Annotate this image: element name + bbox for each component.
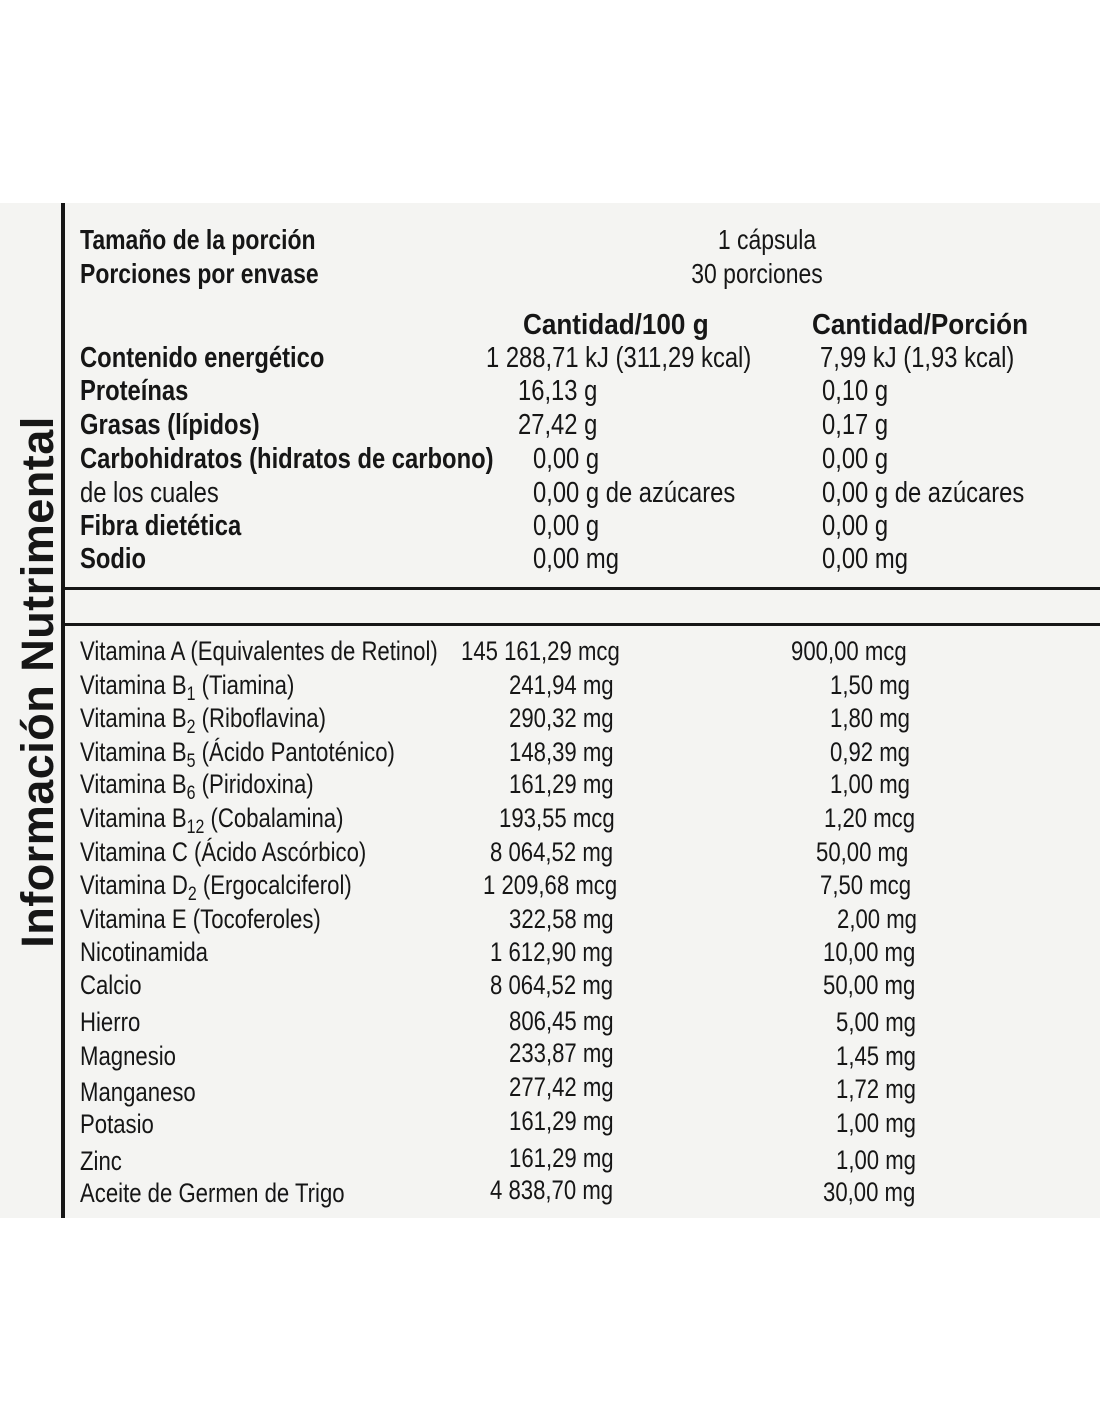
vitamin-name: Aceite de Germen de Trigo [80,1178,345,1208]
vitamin-name: Calcio [80,970,142,1000]
nutrient-name: Sodio [80,543,147,575]
vitamin-per100: 161,29 mg [509,769,614,799]
vitamin-per100: 161,29 mg [509,1143,614,1173]
divider-line-bottom [61,623,1100,626]
label-title: Información Nutrimental [12,416,63,948]
vitamin-per100: 322,58 mg [509,904,614,934]
vitamin-name: Vitamina C (Ácido Ascórbico) [80,837,367,867]
nutrient-per-serving: 7,99 kJ (1,93 kcal) [820,342,1015,374]
vitamin-per-serving: 30,00 mg [823,1177,916,1207]
vitamin-per-serving: 2,00 mg [837,904,918,934]
nutrient-per-serving: 0,00 g [822,510,889,542]
vitamin-per-serving: 1,20 mcg [824,803,916,833]
nutrient-name: Carbohidratos (hidratos de carbono) [80,443,494,475]
nutrient-name: Fibra dietética [80,510,242,542]
servings-per-container-value: 30 porciones [691,258,823,289]
divider-line-top [61,587,1100,590]
vitamin-per100: 145 161,29 mcg [461,636,620,666]
header-per-100g: Cantidad/100 g [523,309,709,341]
vitamin-per-serving: 900,00 mcg [791,636,907,666]
nutrient-name: Grasas (lípidos) [80,409,260,441]
vitamin-per-serving: 1,00 mg [836,1108,917,1138]
vitamin-per-serving: 10,00 mg [823,937,916,967]
vitamin-per100: 8 064,52 mg [490,837,614,867]
vitamin-per-serving: 5,00 mg [836,1007,917,1037]
serving-size-label: Tamaño de la porción [80,224,316,255]
vitamin-per-serving: 0,92 mg [830,737,911,767]
vitamin-name: Vitamina E (Tocoferoles) [80,904,321,934]
vitamin-per100: 193,55 mcg [499,803,615,833]
vitamin-name: Potasio [80,1109,154,1139]
vitamin-name: Zinc [80,1146,122,1176]
vitamin-per-serving: 1,50 mg [830,670,911,700]
vitamin-name: Magnesio [80,1041,177,1071]
nutrient-per100: 0,00 g [533,443,600,475]
header-per-serving: Cantidad/Porción [812,309,1029,341]
nutrient-name: Proteínas [80,375,189,407]
vitamin-name: Vitamina $B_1$ (Tiamina) [80,670,295,705]
vitamin-per-serving: 7,50 mcg [820,870,912,900]
nutrient-per100: 0,00 g de azúcares [533,477,736,509]
vitamin-per100: 290,32 mg [509,703,614,733]
vitamin-per-serving: 50,00 mg [823,970,916,1000]
nutrient-per-serving: 0,00 mg [822,543,908,575]
nutrient-name: Contenido energético [80,342,325,374]
nutrient-per100: 16,13 g [518,375,598,407]
nutrient-per-serving: 0,00 g de azúcares [822,477,1025,509]
nutrient-per100: 1 288,71 kJ (311,29 kcal) [486,342,752,374]
vitamin-per-serving: 1,45 mg [836,1041,917,1071]
vitamin-per-serving: 50,00 mg [816,837,909,867]
vitamin-name: Manganeso [80,1077,196,1107]
vitamin-per100: 4 838,70 mg [490,1175,614,1205]
vitamin-per100: 277,42 mg [509,1072,614,1102]
vitamin-name: Hierro [80,1007,141,1037]
nutrient-per-serving: 0,17 g [822,409,889,441]
vitamin-per100: 241,94 mg [509,670,614,700]
vitamin-per-serving: 1,00 mg [836,1145,917,1175]
vitamin-name: Vitamina $B_{12}$ (Cobalamina) [80,803,344,838]
vitamin-per-serving: 1,00 mg [830,769,911,799]
vitamin-per100: 8 064,52 mg [490,970,614,1000]
vitamin-per100: 233,87 mg [509,1038,614,1068]
vitamin-name: Vitamina $B_5$ (Ácido Pantoténico) [80,737,395,772]
vitamin-per100: 1 209,68 mcg [483,870,618,900]
vitamin-per100: 806,45 mg [509,1006,614,1036]
nutrient-name: de los cuales [80,477,219,509]
servings-per-container-label: Porciones por envase [80,258,319,289]
vitamin-per100: 148,39 mg [509,737,614,767]
vitamin-name: Vitamina $B_6$ (Piridoxina) [80,769,314,804]
vitamin-name: Vitamina $B_2$ (Riboflavina) [80,703,326,738]
nutrient-per-serving: 0,00 g [822,443,889,475]
nutrient-per-serving: 0,10 g [822,375,889,407]
vitamin-name: Vitamina A (Equivalentes de Retinol) [80,636,438,666]
vitamin-per100: 1 612,90 mg [490,937,614,967]
vitamin-per-serving: 1,80 mg [830,703,911,733]
nutrient-per100: 27,42 g [518,409,598,441]
vitamin-name: Vitamina $D_2$ (Ergocalciferol) [80,870,352,905]
vitamin-per-serving: 1,72 mg [836,1074,917,1104]
nutrient-per100: 0,00 g [533,510,600,542]
vitamin-name: Nicotinamida [80,937,208,967]
nutrient-per100: 0,00 mg [533,543,619,575]
serving-size-value: 1 cápsula [717,224,817,255]
vitamin-per100: 161,29 mg [509,1106,614,1136]
